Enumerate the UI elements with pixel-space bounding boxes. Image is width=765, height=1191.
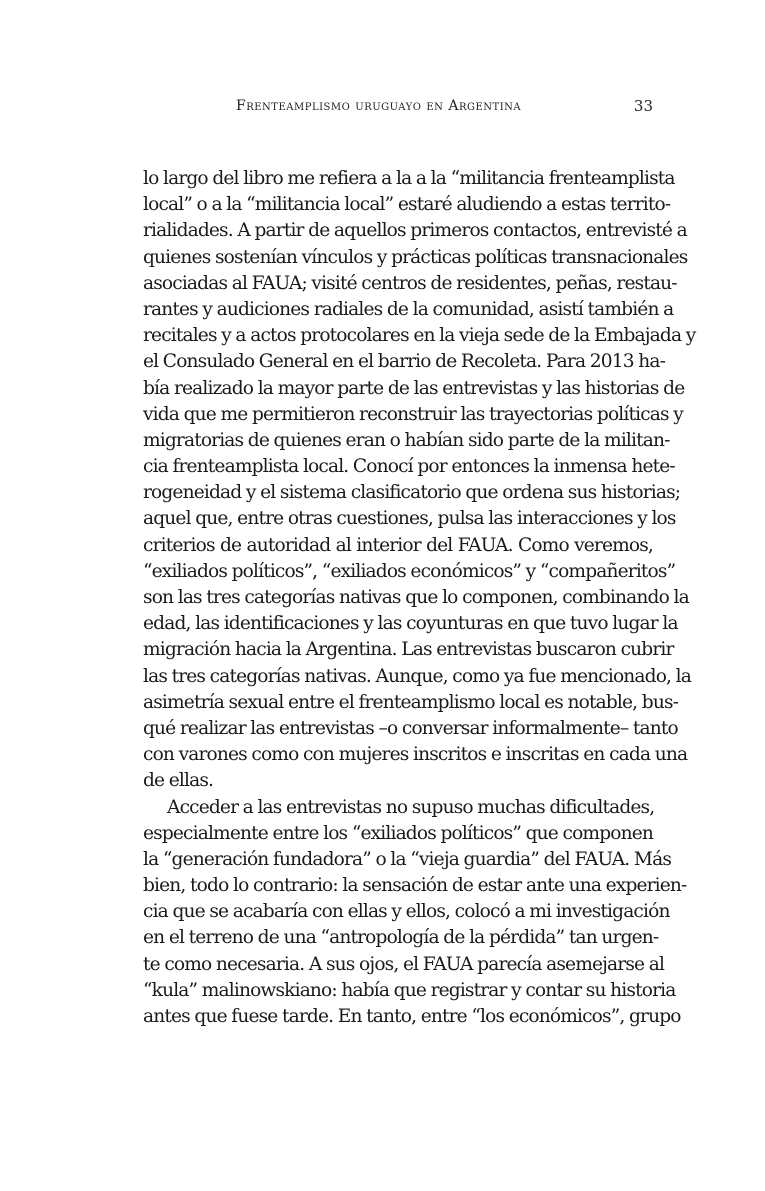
paragraph-2 <box>143 795 687 1031</box>
text-line: criterios de autoridad al interior del FAUA. Como veremos, <box>143 534 653 556</box>
text-line: son las tres categorías nativas que lo componen, combinando la <box>143 587 689 608</box>
text-line: bía realizado la mayor parte de las entrevistas y las historias de <box>143 377 685 399</box>
text-line: rogeneidad y el sistema clasificatorio que ordena sus historias; <box>143 482 681 504</box>
text-line: lo largo del libro me refiera a la a la “militancia frenteamplista <box>143 168 675 189</box>
text-line: vida que me permitieron reconstruir las trayectorias políticas y <box>143 403 683 425</box>
text-line: asimetría sexual entre el frenteamplismo local es notable, bus- <box>143 691 679 713</box>
text-line: la “generación fundadora” o la “vieja guardia” del FAUA. Más <box>143 848 672 870</box>
text-line: recitales y a actos protocolares en la vieja sede de la Embajada y <box>143 325 696 347</box>
text-line: migratorias de quienes eran o habían sido parte de la militan- <box>143 429 670 451</box>
paragraph-1 <box>143 166 696 795</box>
text-line: especialmente entre los “exiliados políticos” que componen <box>143 822 653 844</box>
text-line: migración hacia la Argentina. Las entrevistas buscaron cubrir <box>143 639 674 661</box>
text-line: rialidades. A partir de aquellos primeros contactos, entrevisté a <box>143 220 687 242</box>
text-line: las tres categorías nativas. Aunque, como ya fue mencionado, la <box>143 665 691 687</box>
text-line: “kula” malinowskiano: había que registrar y contar su historia <box>143 979 676 1001</box>
text-line: quienes sostenían vínculos y prácticas políticas transnacionales <box>143 246 688 268</box>
text-line: Acceder a las entrevistas no supuso muchas dificultades, <box>167 796 655 818</box>
text-line: asociadas al FAUA; visité centros de residentes, peñas, restau- <box>143 272 677 294</box>
text-line: qué realizar las entrevistas –o conversar informalmente– tanto <box>143 717 678 739</box>
text-line: edad, las identificaciones y las coyunturas en que tuvo lugar la <box>143 613 678 635</box>
body-text <box>143 166 696 1030</box>
text-line: te como necesaria. A sus ojos, el FAUA parecía asemejarse al <box>143 953 665 975</box>
text-line: local” o a la “militancia local” estaré aludiendo a estas territo- <box>143 194 671 216</box>
text-line: “exiliados políticos”, “exiliados económicos” y “compañeritos” <box>143 560 676 582</box>
running-head: Frenteamplismo uruguayo en Argentina <box>236 98 522 114</box>
page-number: 33 <box>633 97 653 115</box>
text-line: rantes y audiciones radiales de la comunidad, asistí también a <box>143 298 674 320</box>
text-line: bien, todo lo contrario: la sensación de estar ante una experien- <box>143 875 687 897</box>
text-line: cia frenteamplista local. Conocí por entonces la inmensa hete- <box>143 456 675 478</box>
text-line: cia que se acabaría con ellas y ellos, colocó a mi investigación <box>143 901 670 923</box>
text-line: el Consulado General en el barrio de Recoleta. Para 2013 ha- <box>143 351 666 373</box>
text-line: con varones como con mujeres inscritos e inscritas en cada una <box>143 744 688 766</box>
text-line: aquel que, entre otras cuestiones, pulsa las interacciones y los <box>143 508 676 530</box>
text-line: de ellas. <box>143 770 214 792</box>
text-line: en el terreno de una “antropología de la pérdida” tan urgen- <box>143 927 659 949</box>
text-line: antes que fuese tarde. En tanto, entre “los económicos”, grupo <box>143 1006 681 1027</box>
